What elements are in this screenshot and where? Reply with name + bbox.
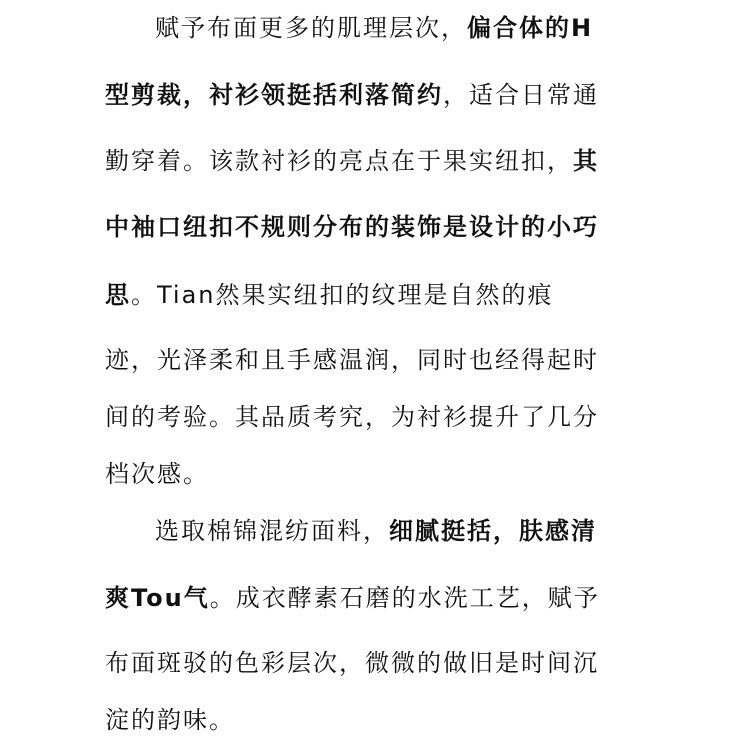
text-normal: 。Tian然果实纽扣的纹理是自然的痕 <box>131 281 554 309</box>
text-normal: 淀的韵味。 <box>105 706 235 734</box>
text-bold: 其 <box>573 147 599 175</box>
text-normal: 赋予布面更多的肌理层次， <box>155 14 467 42</box>
text-line <box>155 516 597 546</box>
text-line <box>105 459 209 489</box>
text-line <box>105 345 599 375</box>
text-normal: 。成衣酵素石磨的水洗工艺，赋予 <box>209 584 600 612</box>
text-bold: 中袖口纽扣不规则分布的装饰是设计的小巧 <box>105 213 599 241</box>
text-line <box>105 212 599 242</box>
text-line <box>105 705 235 735</box>
text-normal: ，适合日常通 <box>443 81 599 109</box>
text-line <box>105 402 599 432</box>
text-bold: 爽Tou气 <box>105 584 210 612</box>
text-normal: 勤穿着。该款衬衫的亮点在于果实纽扣， <box>105 147 573 175</box>
text-normal: 布面斑驳的色彩层次，微微的做旧是时间沉 <box>105 649 599 677</box>
text-line <box>105 648 599 678</box>
text-line <box>105 80 599 110</box>
text-normal: 迹，光泽柔和且手感温润，同时也经得起时 <box>105 346 599 374</box>
text-bold: 思 <box>105 281 131 309</box>
text-normal: 间的考验。其品质考究，为衬衫提升了几分 <box>105 403 599 431</box>
text-normal: 档次感。 <box>105 460 209 488</box>
text-bold: 型剪裁，衬衫领挺括利落简约 <box>105 81 443 109</box>
text-line <box>105 146 599 176</box>
text-normal: 选取棉锦混纺面料， <box>155 517 389 545</box>
text-bold: 偏合体的H <box>467 14 594 42</box>
text-line <box>155 13 593 43</box>
text-line <box>105 583 600 613</box>
text-line <box>105 280 554 310</box>
text-bold: 细腻挺括，肤感清 <box>389 517 597 545</box>
